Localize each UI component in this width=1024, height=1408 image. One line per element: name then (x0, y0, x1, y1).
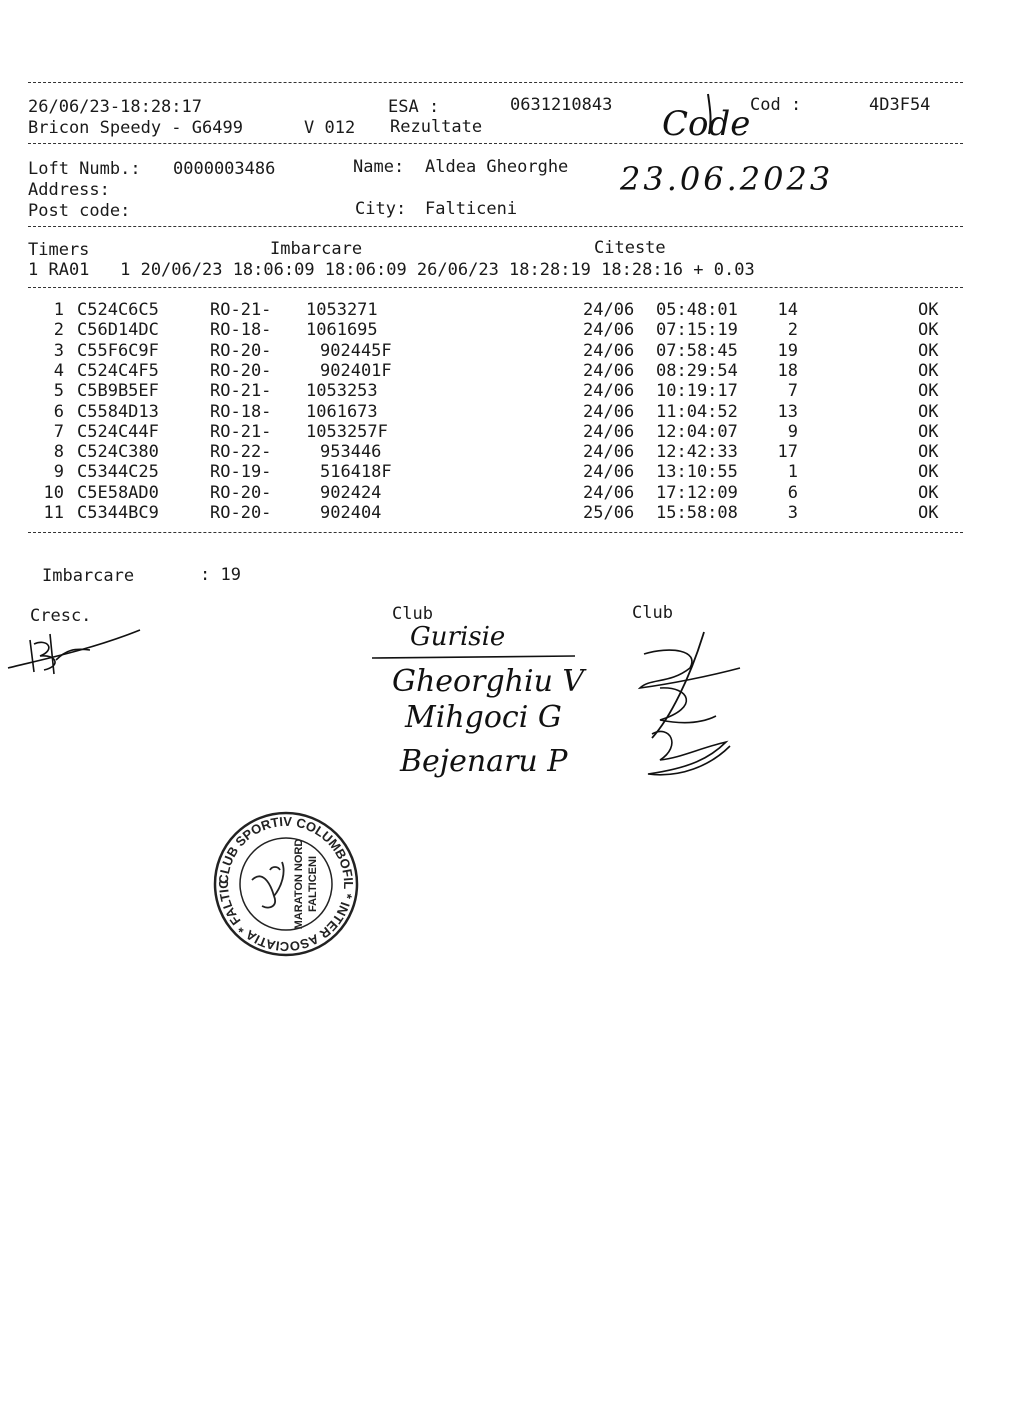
arrival-date: 24/06 (583, 320, 635, 341)
arrival-date: 24/06 (583, 462, 635, 483)
ring-prefix: RO-20- (210, 360, 272, 381)
chip-id: C5344BC9 (77, 503, 159, 523)
device-name: Bricon Speedy - G6499 (28, 118, 243, 138)
handwritten-code: Code (662, 104, 751, 144)
handwritten-stroke (700, 90, 720, 140)
chip-id: C5B9B5EF (77, 381, 159, 402)
table-row (0, 503, 1024, 523)
status: OK (918, 320, 939, 341)
chip-id: C524C4F5 (77, 360, 159, 381)
table-row (0, 320, 1024, 340)
chip-id: C524C44F (77, 421, 159, 442)
table-row (0, 462, 1024, 482)
ring-number: 902401F (320, 360, 392, 381)
table-row (0, 381, 1024, 401)
position: 13 (777, 401, 798, 422)
table-row (0, 483, 1024, 503)
table-row (0, 422, 1024, 442)
summary-imbarcare-label: Imbarcare (42, 566, 135, 586)
status: OK (918, 421, 939, 442)
row-number: 5 (53, 381, 64, 402)
stamp-center-line-2: FALTICENI (307, 855, 319, 913)
ring-prefix: RO-18- (210, 401, 272, 422)
table-row (0, 402, 1024, 422)
row-number: 2 (53, 320, 64, 341)
club-signature-name-3: Mihgoci G (405, 700, 562, 735)
arrival-date: 24/06 (583, 442, 635, 463)
position: 3 (787, 503, 798, 523)
cresc-signature (0, 620, 150, 680)
loft-label: Loft Numb.: (28, 159, 141, 179)
name-label: Name: (353, 157, 405, 177)
separator-results (28, 532, 963, 533)
summary-imbarcare-value: : 19 (200, 565, 241, 585)
status: OK (918, 401, 939, 422)
ring-prefix: RO-22- (210, 442, 272, 463)
arrival-date: 24/06 (583, 300, 635, 320)
postcode-label: Post code: (28, 201, 131, 221)
handwritten-date: 23.06.2023 (620, 160, 834, 198)
position: 2 (787, 320, 798, 341)
ring-number: 1061673 (306, 401, 378, 422)
club-label-1: Club (392, 604, 433, 624)
status: OK (918, 300, 939, 320)
club-signature-name-1: Gurisie (410, 622, 506, 652)
arrival-time: 05:48:01 (656, 300, 738, 320)
position: 18 (777, 360, 798, 381)
device-version: V 012 (304, 118, 356, 138)
city-label: City: (355, 199, 407, 219)
arrival-time: 12:42:33 (656, 442, 738, 463)
position: 1 (787, 462, 798, 483)
position: 19 (777, 340, 798, 361)
chip-id: C5344C25 (77, 462, 159, 483)
row-number: 7 (53, 421, 64, 442)
club-signature-underline (370, 652, 580, 662)
position: 7 (787, 381, 798, 402)
arrival-time: 12:04:07 (656, 421, 738, 442)
table-row (0, 341, 1024, 361)
chip-id: C524C380 (77, 442, 159, 463)
table-row (0, 442, 1024, 462)
ring-prefix: RO-20- (210, 482, 272, 503)
separator-top (28, 82, 963, 83)
chip-id: C55F6C9F (77, 340, 159, 361)
status: OK (918, 503, 939, 523)
city-value: Falticeni (425, 199, 518, 219)
ring-number: 516418F (320, 462, 392, 483)
report-datetime: 26/06/23-18:28:17 (28, 97, 202, 117)
row-number: 8 (53, 442, 64, 463)
ring-prefix: RO-19- (210, 462, 272, 483)
timers-row: 1 RA01 1 20/06/23 18:06:09 18:06:09 26/06/23 18:28:19 18:28:16 + 0.03 (28, 260, 755, 280)
result-label: Rezultate (390, 117, 483, 137)
separator-loft (28, 226, 963, 227)
arrival-date: 24/06 (583, 421, 635, 442)
ring-number: 1053253 (306, 381, 378, 402)
club-signature-name-2: Gheorghiu V (392, 664, 585, 699)
name-value: Aldea Gheorghe (425, 157, 569, 177)
chip-id: C5584D13 (77, 401, 159, 422)
address-label: Address: (28, 180, 110, 200)
club-signature-2 (630, 628, 760, 788)
ring-number: 902445F (320, 340, 392, 361)
ring-prefix: RO-18- (210, 320, 272, 341)
ring-number: 953446 (320, 442, 382, 463)
status: OK (918, 381, 939, 402)
timers-label: Timers (28, 240, 90, 260)
arrival-time: 07:58:45 (656, 340, 738, 361)
arrival-time: 07:15:19 (656, 320, 738, 341)
arrival-date: 24/06 (583, 401, 635, 422)
arrival-date: 25/06 (583, 503, 635, 523)
arrival-time: 10:19:17 (656, 381, 738, 402)
position: 6 (787, 482, 798, 503)
chip-id: C56D14DC (77, 320, 159, 341)
stamp-center-line-1: MARATON NORD (293, 838, 305, 930)
status: OK (918, 340, 939, 361)
ring-number: 902424 (320, 482, 382, 503)
arrival-date: 24/06 (583, 482, 635, 503)
cresc-label: Cresc. (30, 606, 92, 626)
row-number: 3 (53, 340, 64, 361)
ring-number: 1053257F (306, 421, 388, 442)
stamp-outer-text: CLUB SPORTIV COLUMBOFIL * INTER ASOCIATIA * FALTICENI (207, 798, 357, 955)
arrival-time: 13:10:55 (656, 462, 738, 483)
arrival-time: 15:58:08 (656, 503, 738, 523)
ring-number: 1053271 (306, 300, 378, 320)
table-row (0, 300, 1024, 320)
svg-text:CLUB SPORTIV COLUMBOFIL * INTE (207, 798, 356, 954)
ring-prefix: RO-20- (210, 340, 272, 361)
chip-id: C524C6C5 (77, 300, 159, 320)
row-number: 6 (53, 401, 64, 422)
status: OK (918, 442, 939, 463)
separator-timers (28, 287, 963, 288)
row-number: 9 (53, 462, 64, 483)
arrival-time: 08:29:54 (656, 360, 738, 381)
position: 14 (777, 300, 798, 320)
row-number: 1 (53, 300, 64, 320)
timers-citeste-label: Citeste (594, 238, 666, 258)
table-row (0, 361, 1024, 381)
chip-id: C5E58AD0 (77, 482, 159, 503)
loft-number: 0000003486 (173, 159, 276, 179)
ring-prefix: RO-21- (210, 381, 272, 402)
row-number: 10 (43, 482, 64, 503)
arrival-date: 24/06 (583, 340, 635, 361)
ring-prefix: RO-21- (210, 421, 272, 442)
status: OK (918, 360, 939, 381)
position: 9 (787, 421, 798, 442)
club-label-2: Club (632, 603, 673, 623)
arrival-time: 11:04:52 (656, 401, 738, 422)
club-signature-name-4: Bejenaru P (400, 744, 568, 779)
status: OK (918, 462, 939, 483)
arrival-date: 24/06 (583, 381, 635, 402)
ring-prefix: RO-20- (210, 503, 272, 523)
arrival-date: 24/06 (583, 360, 635, 381)
cod-value: 4D3F54 (869, 95, 931, 115)
position: 17 (777, 442, 798, 463)
row-number: 11 (43, 503, 64, 523)
club-stamp (207, 798, 360, 958)
esa-value: 0631210843 (510, 95, 613, 115)
row-number: 4 (53, 360, 64, 381)
separator-header (28, 143, 963, 144)
esa-label: ESA : (388, 97, 440, 117)
cod-label: Cod : (750, 95, 802, 115)
ring-number: 902404 (320, 503, 382, 523)
ring-prefix: RO-21- (210, 300, 272, 320)
pigeon-icon (252, 862, 284, 908)
ring-number: 1061695 (306, 320, 378, 341)
arrival-time: 17:12:09 (656, 482, 738, 503)
timers-imbarcare-label: Imbarcare (270, 239, 363, 259)
status: OK (918, 482, 939, 503)
